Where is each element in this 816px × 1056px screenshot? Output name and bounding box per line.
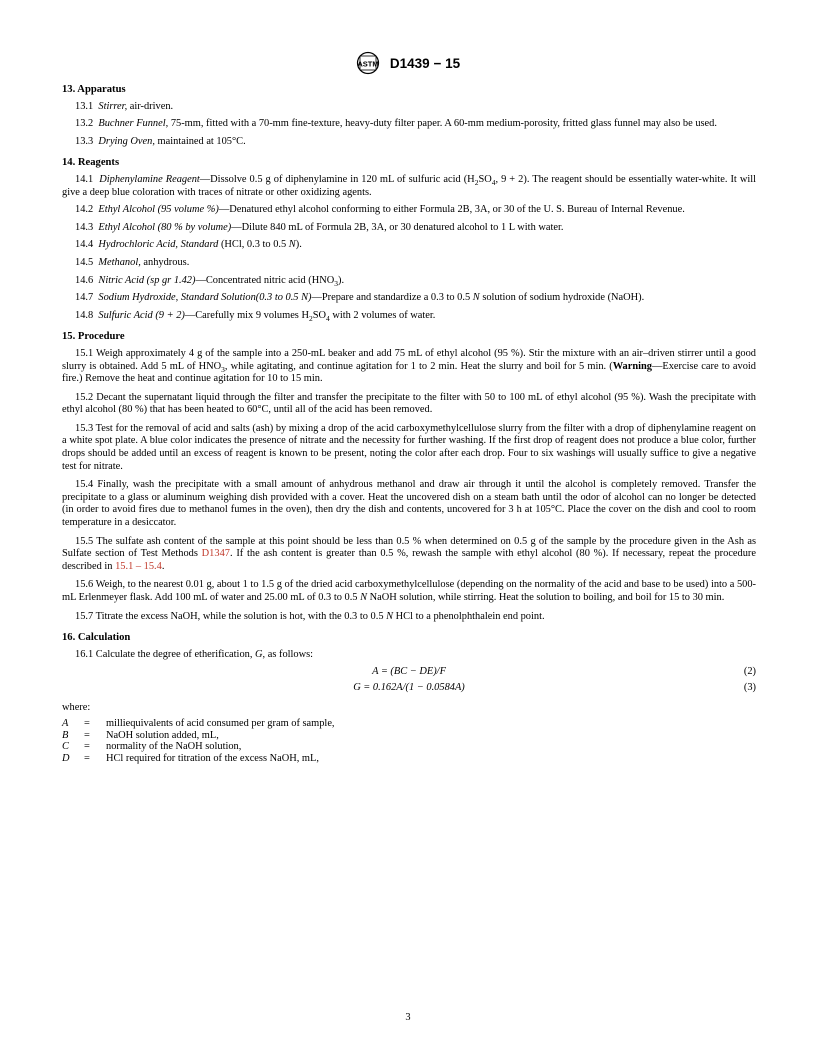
- paragraph-text: 75-mm, fitted with a 70-mm fine-texture, heavy-duty filter paper. A 60-mm medium-porosity, fritted glass funnel may also be used.: [168, 118, 717, 130]
- section-title: 16. Calculation: [62, 632, 131, 644]
- variable-g: G: [255, 648, 263, 660]
- paragraph-text: air-driven.: [127, 100, 174, 112]
- astm-logo-icon: [356, 50, 380, 76]
- paragraph-15-1: [62, 348, 756, 386]
- equation-3: [62, 682, 756, 698]
- page-number: 3: [405, 1012, 411, 1023]
- term: Nitric Acid (sp gr 1.42): [98, 274, 196, 286]
- clause-number: 14.8: [75, 309, 94, 321]
- term: Sodium Hydroxide, Standard Solution(0.3 to 0.5 N): [98, 292, 312, 304]
- section-title: 14. Reagents: [62, 157, 120, 169]
- variable-definitions: [62, 718, 756, 764]
- definition-row: [62, 741, 756, 753]
- clause-number: 14.1: [75, 173, 94, 185]
- paragraph-14-7: [62, 292, 756, 305]
- normality-symbol: N: [360, 592, 368, 603]
- term: Ethyl Alcohol (80 % by volume): [98, 221, 232, 233]
- term: Hydrochloric Acid, Standard: [98, 239, 219, 251]
- subscript: 2: [474, 178, 479, 188]
- term: Ethyl Alcohol (95 volume %): [98, 204, 219, 216]
- paragraph-15-7: [62, 611, 756, 624]
- term: Buchner Funnel,: [98, 118, 169, 130]
- equation-number: (2): [743, 666, 756, 678]
- definition-symbol: C: [62, 741, 69, 753]
- paragraph-text: —Dissolve 0.5 g of diphenylamine in 120 mL of sulfuric acid (H: [199, 173, 475, 185]
- paragraph-16-1: [62, 649, 756, 662]
- definition-text: normality of the NaOH solution,: [106, 741, 242, 753]
- term: Stirrer,: [98, 100, 128, 112]
- subscript: 4: [491, 178, 496, 188]
- subscript: 2: [308, 313, 313, 323]
- subscript: 4: [326, 313, 330, 323]
- equation-expression: A = (BC − DE)/F: [372, 666, 446, 678]
- paragraph-15-2: 15.2 Decant the supernatant liquid through the filter and transfer the precipitate to the filter with 50 to 100 mL of ethyl alcohol (95 %). Wash the precipitate with ethyl alcohol (80 %) that has been heated to 60°C, until all of the acid has been removed.: [62, 391, 756, 416]
- svg-text:ASTM: ASTM: [357, 59, 379, 69]
- paragraph-text: 15.7 Titrate the excess NaOH, while the solution is hot, with the 0.3 to 0.5: [75, 610, 387, 622]
- definition-text: milliequivalents of acid consumed per gram of sample,: [106, 717, 335, 729]
- clause-number: 14.7: [75, 292, 94, 304]
- paragraph-text: (HCl, 0.3 to 0.5: [218, 239, 289, 251]
- paragraph-text: SO: [478, 173, 492, 185]
- document-designation: D1439 − 15: [389, 55, 461, 71]
- page-header: [0, 50, 816, 76]
- paragraph-15-4: 15.4 Finally, wash the precipitate with a small amount of anhydrous methanol and draw air through it until the alcohol is completely removed. Transfer the precipitate to a glass or aluminum weighing dish provided with a cover. Heat the uncovered dish on a steam bath until the odor of alcohol can no longer be detected (in order to avoid fires due to methanol fumes in the oven), then dry the dish and contents, uncovered for 3 h at 105°C. Place the cover on the dish and cool to room temperature in a desiccator.: [62, 479, 756, 529]
- paragraph-text: with 2 volumes of water.: [329, 309, 436, 321]
- equation-number: (3): [743, 682, 756, 694]
- paragraph-14-1: [62, 174, 756, 199]
- section-calculation: [62, 632, 756, 764]
- definition-equals: =: [84, 729, 90, 741]
- paragraph-text: , as follows:: [262, 648, 314, 660]
- paragraph-14-4: [62, 239, 756, 252]
- warning-label: Warning: [612, 360, 652, 372]
- paragraph-15-6: [62, 579, 756, 604]
- equation-expression: G = 0.162A/(1 − 0.0584A): [353, 682, 465, 694]
- paragraph-text: anhydrous.: [140, 256, 190, 268]
- paragraph-text: 15.6 Weigh, to the nearest 0.01 g, about 1 to 1.5 g of the dried acid carboxymethylcellulose (depending on the normality of the acid and base to be used) into a 500-mL Erlenmeyer flask. Add 100 mL of water and 25.00 mL of 0.3 to 0.5: [62, 579, 756, 603]
- term: Sulfuric Acid (9 + 2): [98, 309, 185, 321]
- paragraph-14-8: [62, 310, 756, 323]
- paragraph-text: —Carefully mix 9 volumes H: [184, 309, 309, 321]
- normality-symbol: N: [288, 239, 296, 251]
- definition-row: [62, 753, 756, 765]
- paragraph-text: 15.5 The sulfate ash content of the sample at this point should be less than 0.5 % when determined on 0.5 g of the sample by the procedure given in the Ash as Sulfate section of Test Methods: [62, 535, 756, 560]
- section-title: 13. Apparatus: [62, 84, 126, 95]
- definition-symbol: B: [62, 729, 69, 741]
- definition-symbol: D: [62, 752, 70, 764]
- definition-equals: =: [84, 717, 90, 729]
- paragraph-text: —Prepare and standardize a 0.3 to 0.5: [311, 292, 473, 304]
- paragraph-text: .: [161, 560, 165, 572]
- definition-text: NaOH solution added, mL,: [106, 729, 219, 741]
- reference-link-d1347[interactable]: D1347: [201, 548, 230, 560]
- term: Diphenylamine Reagent: [99, 173, 200, 185]
- paragraph-15-3: 15.3 Test for the removal of acid and salts (ash) by mixing a drop of the acid carboxymethylcellulose slurry from the filter with a drop of diphenylamine reagent on a white spot plate. A blue color indicates the presence of nitrate and the necessity for further washing. If the first drop of reagent does not produce a blue color, further drops should be added until an excess of reagent is known to be present, noting the color after each drop. Four to six washings will usually suffice to give a negative test for nitrate.: [62, 422, 756, 472]
- paragraph-text: 15.1 Weigh approximately 4 g of the sample into a 250-mL beaker and add 75 mL of ethyl alcohol (95 %). Stir the mixture with an air–driven stirrer until a good slurry is obtained. Add 5 mL of HNO: [62, 347, 756, 372]
- paragraph-text: . If the ash content is greater than 0.5 %, rewash the sample with ethyl alcohol (80 %). If necessary, repeat the procedure described in: [62, 548, 757, 572]
- paragraph-15-5: [62, 536, 756, 574]
- clause-number: 13.1: [75, 100, 94, 112]
- normality-symbol: N: [472, 292, 480, 304]
- reference-link-15-1-15-4[interactable]: 15.1 – 15.4: [115, 560, 162, 572]
- paragraph-text: , while agitating, and continue agitation for 1 to 2 min. Heat the slurry and boil for 5 min. (: [224, 360, 613, 372]
- paragraph-text: solution of sodium hydroxide (NaOH).: [479, 292, 645, 304]
- where-label: where:: [62, 702, 91, 714]
- paragraph-text: —Concentrated nitric acid (HNO: [195, 274, 335, 286]
- paragraph-text: 16.1 Calculate the degree of etherification,: [75, 648, 256, 660]
- paragraph-14-5: [62, 257, 756, 270]
- section-procedure: [62, 331, 756, 623]
- paragraph-text: ).: [338, 274, 345, 286]
- section-title: 15. Procedure: [62, 331, 125, 343]
- clause-number: 14.5: [75, 256, 94, 268]
- paragraph-text: —Exercise care to avoid fire.) Remove the heat and continue agitation for 10 to 15 min.: [62, 360, 756, 385]
- clause-number: 14.6: [75, 274, 94, 286]
- section-reagents: [62, 157, 756, 322]
- section-apparatus: [62, 84, 756, 148]
- paragraph-13-1: [62, 101, 756, 114]
- paragraph-14-3: [62, 222, 756, 235]
- definition-equals: =: [84, 752, 90, 764]
- subscript: 3: [334, 278, 339, 288]
- paragraph-text: HCl to a phenolphthalein end point.: [393, 610, 545, 622]
- definition-text: HCl required for titration of the excess NaOH, mL,: [106, 752, 319, 764]
- clause-number: 14.2: [75, 204, 94, 216]
- clause-number: 14.4: [75, 239, 94, 251]
- subscript: 3: [221, 364, 225, 374]
- paragraph-text: NaOH solution, while stirring. Heat the solution to boiling, and boil for 15 to 30 min.: [367, 592, 725, 603]
- term: Drying Oven,: [98, 135, 155, 147]
- document-body: [62, 84, 756, 773]
- equation-2: [62, 666, 756, 682]
- paragraph-text: SO: [312, 309, 327, 321]
- term: Methanol,: [98, 256, 141, 268]
- paragraph-text: ).: [295, 239, 302, 251]
- paragraph-14-2: [62, 204, 756, 217]
- clause-number: 14.3: [75, 221, 94, 233]
- clause-number: 13.3: [75, 135, 94, 147]
- paragraph-13-2: [62, 118, 756, 131]
- definition-equals: =: [84, 741, 90, 753]
- clause-number: 13.2: [75, 118, 94, 130]
- paragraph-13-3: [62, 136, 756, 149]
- definition-symbol: A: [62, 717, 69, 729]
- normality-symbol: N: [386, 610, 394, 622]
- paragraph-text: , 9 + 2). The reagent should be essentially water-white. It will give a deep blue coloration with traces of nitrate or other oxidizing agents.: [62, 173, 757, 198]
- definition-row: [62, 718, 756, 730]
- definition-row: [62, 730, 756, 742]
- paragraph-text: maintained at 105°C.: [154, 135, 246, 147]
- paragraph-14-6: [62, 275, 756, 288]
- paragraph-text: —Dilute 840 mL of Formula 2B, 3A, or 30 denatured alcohol to 1 L with water.: [231, 221, 564, 233]
- paragraph-text: —Denatured ethyl alcohol conforming to either Formula 2B, 3A, or 30 of the U. S. Bureau of Internal Revenue.: [218, 204, 685, 216]
